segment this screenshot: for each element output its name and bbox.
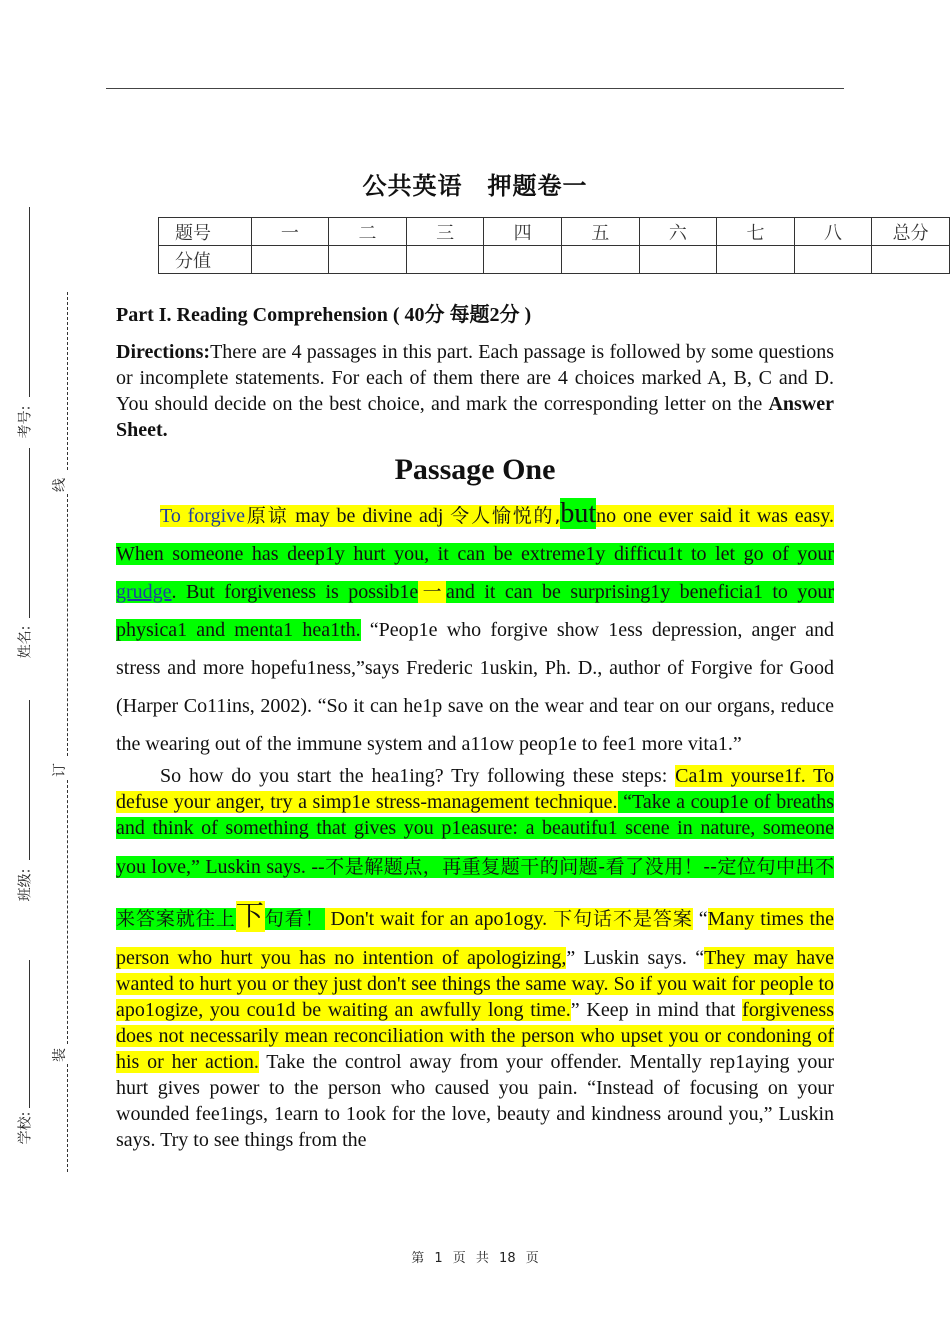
label-kaohao: 考号:	[17, 405, 34, 439]
passage-text: ” Luskin says. “	[566, 947, 705, 969]
hl-text: may be divine adj	[288, 505, 451, 527]
hl-text: They may have wanted to hurt you or they just don't see things the same way. So if you wait for people to apo1ogize, you cou1d be waiting an awfully long time.	[116, 947, 835, 1021]
annotation-big: 下	[235, 901, 265, 932]
col-header: 四	[484, 218, 562, 246]
col-header-total: 总分	[872, 218, 950, 246]
col-header: 七	[717, 218, 795, 246]
label-zhuang: 装	[52, 1048, 68, 1062]
row-label-tihao: 题号	[159, 218, 252, 246]
hl-text: Many times the person who hurt you has no intention of apologizing,	[116, 908, 834, 969]
hl-text: and it can be surprising1y beneficia1 to your physica1 and menta1 hea1th.	[116, 581, 834, 641]
annotation: 令人愉悦的,	[450, 505, 561, 527]
hl-text: Don't wait for an apo1ogy.	[324, 908, 554, 930]
col-header: 三	[406, 218, 484, 246]
directions-text: There are 4 passages in this part. Each passage is followed by some questions or incomplete statements. For each of them there are 4 choices marked A, B, C and D. You should decide on the best choice, and mark the corresponding letter on the	[116, 341, 834, 415]
label-xingming: 姓名:	[17, 625, 34, 659]
hl-text: no one ever said it was easy.	[596, 505, 834, 527]
directions-label: Directions:	[116, 341, 211, 363]
hl-text: . But forgiveness is possib1e	[171, 581, 419, 603]
col-header: 二	[329, 218, 407, 246]
hl-text: “Take a coup1e of breaths and think of something that gives you p1easure: a beautifu1 scene in nature, someone you love,” Luskin says. --	[116, 791, 834, 878]
score-cell[interactable]	[406, 246, 484, 274]
hl-text: To forgive	[160, 505, 246, 527]
passage-title: Passage One	[394, 453, 556, 486]
score-cell[interactable]	[251, 246, 329, 274]
annotation: 原谅	[245, 505, 289, 527]
score-cell[interactable]	[561, 246, 639, 274]
directions	[116, 339, 834, 443]
main-content	[116, 298, 834, 1153]
part-heading: Part I. Reading Comprehension ( 40分 每题2分 )	[116, 304, 532, 326]
cut-line	[67, 780, 68, 1044]
annotation: 句看！	[264, 908, 325, 930]
label-xuexiao: 学校:	[17, 1111, 34, 1145]
label-ding: 订	[52, 763, 68, 777]
col-header: 一	[251, 218, 329, 246]
passage-text: Take the control away from your offender. Mentally rep1aying your hurt gives power to the person who caused you pain. “Instead of focusing on your wounded fee1ings, 1earn to 1ook for the love, beauty and kindness around you,” Luskin says. Try to see things from the	[116, 1051, 835, 1151]
hl-keyword: but	[560, 498, 597, 529]
margin-line	[29, 448, 30, 618]
passage-body	[116, 495, 834, 1153]
score-table-row	[159, 218, 950, 246]
hl-text: Ca1m yourse1f. To defuse your anger, try a simp1e stress-management technique.	[116, 765, 835, 813]
annotation: 下句话不是答案	[553, 908, 693, 930]
label-banji: 班级:	[17, 868, 34, 902]
score-cell[interactable]	[484, 246, 562, 274]
hl-text: When someone has deep1y hurt you, it can be extreme1y difficu1t to let go of your	[116, 543, 834, 565]
cut-line	[67, 494, 68, 756]
passage-paragraph	[116, 763, 834, 1153]
annotation: 一	[418, 581, 447, 603]
cut-line	[67, 292, 68, 470]
page-footer: 第 1 页 共 18 页	[411, 1251, 539, 1266]
col-header: 八	[794, 218, 872, 246]
header-rule	[106, 88, 844, 89]
row-label-fenzhi: 分值	[159, 246, 252, 274]
col-header: 六	[639, 218, 717, 246]
score-cell[interactable]	[329, 246, 407, 274]
label-xian: 线	[52, 478, 68, 492]
passage-paragraph	[116, 495, 834, 763]
passage-text: ” Keep in mind that	[570, 999, 743, 1021]
score-cell-total[interactable]	[872, 246, 950, 274]
score-table-row	[159, 246, 950, 274]
passage-text: “	[692, 908, 708, 930]
answer-sheet: Answer Sheet.	[116, 393, 834, 441]
cut-line	[67, 1064, 68, 1172]
page-title: 公共英语 押题卷一	[362, 172, 588, 200]
score-table	[158, 217, 950, 274]
col-header: 五	[561, 218, 639, 246]
margin-line	[29, 207, 30, 397]
score-cell[interactable]	[639, 246, 717, 274]
annotation: 不是解题点，再重复题干的问题-看了没用！--定位句中出不来答案就往上	[116, 856, 834, 930]
passage-text: So how do you start the hea1ing? Try following these steps:	[160, 765, 676, 787]
margin-line	[29, 700, 30, 860]
hl-text: forgiveness does not necessarily mean reconciliation with the person who upset you or condoning of his or her action.	[116, 999, 834, 1073]
score-cell[interactable]	[717, 246, 795, 274]
grudge-link[interactable]: grudge	[116, 581, 172, 603]
passage-text: “Peop1e who forgive show 1ess depression, anger and stress and more hopefu1ness,”says Frederic 1uskin, Ph. D., author of Forgive for Good (Harper Co11ins, 2002). “So it can he1p save on the wear and tear on our organs, reduce the wearing out of the immune system and a11ow peop1e to fee1 more vita1.”	[116, 619, 835, 755]
margin-line	[29, 960, 30, 1108]
score-cell[interactable]	[794, 246, 872, 274]
